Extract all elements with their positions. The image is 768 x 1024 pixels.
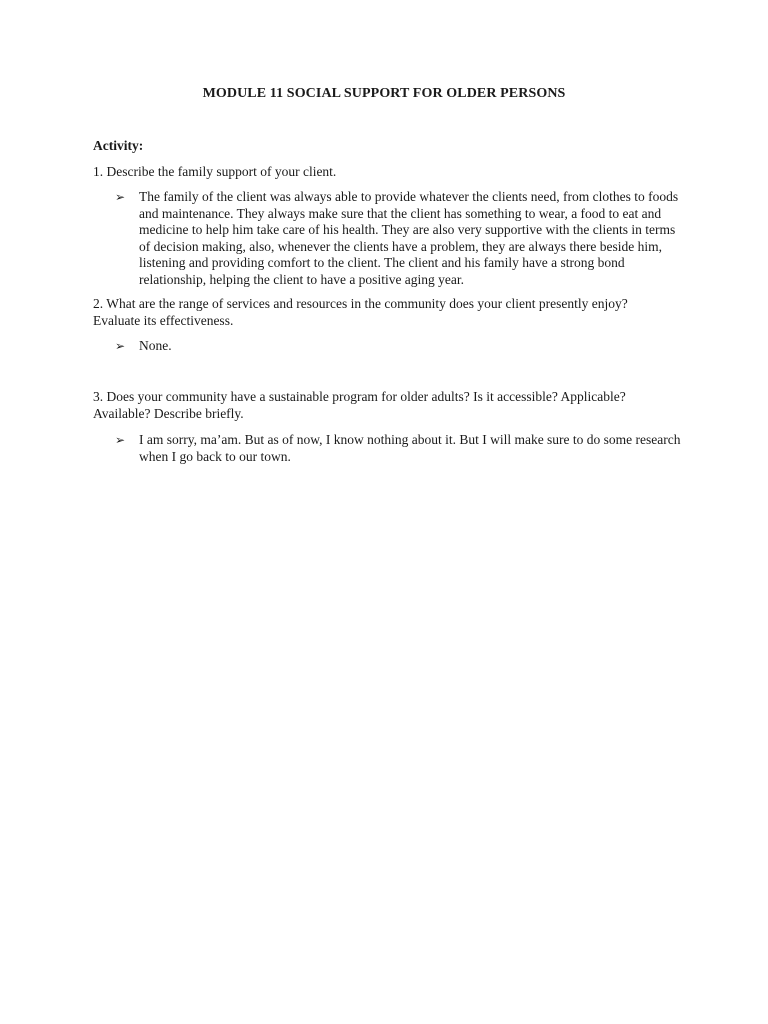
arrow-bullet-icon: ➢ [115,433,126,447]
question-2: 2. What are the range of services and resources in the community does your client presently enjoy? Evaluate its effectiveness. [93,296,628,328]
answer-3 [115,432,685,468]
question-1: 1. Describe the family support of your client. [93,164,337,179]
answer-2 [115,338,685,358]
activity-heading: Activity: [93,138,144,153]
arrow-bullet-icon: ➢ [115,190,126,204]
question-3: 3. Does your community have a sustainable program for older adults? Is it accessible? Applicable? Available? Describe briefly. [93,389,626,421]
answer-2-text: None. [139,338,172,353]
answer-3-text: I am sorry, ma’am. But as of now, I know nothing about it. But I will make sure to do some research when I go back to our town. [139,432,681,464]
answer-1 [115,189,685,289]
arrow-bullet-icon: ➢ [115,339,126,353]
document-title: MODULE 11 SOCIAL SUPPORT FOR OLDER PERSONS [202,86,566,101]
answer-1-text: The family of the client was always able to provide whatever the clients need, from clothes to foods and maintenance. They always make sure that the client has something to wear, a food to eat and medicine to help him take care of his health. They are also very supportive with the clients in terms of decision making, also, whenever the clients have a problem, they are always there beside him, listening and providing comfort to the client. The client and his family have a strong bond relationship, helping the client to have a positive aging year. [139,189,679,287]
